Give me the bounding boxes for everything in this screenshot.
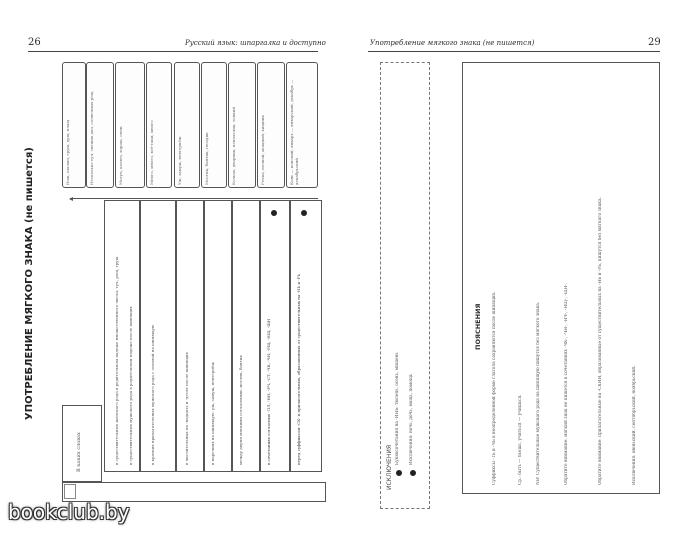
exception-item-1: Буквосочетания на -ИНЬ: тюлень, осень, мишень	[395, 352, 400, 465]
side-label-box	[62, 405, 102, 482]
example-box-5: Уж, замуж, невтерпёж	[174, 62, 200, 188]
left-header-rule	[28, 51, 318, 52]
example-box-9: Конь — конский, январь — январский, декабрь — декабрьский	[286, 62, 318, 188]
example-box-6: Мостик, бантик, гвоздик	[201, 62, 227, 188]
rule-6-badge-icon	[271, 210, 277, 216]
right-running-head: Употребление мягкого знака (не пишется)	[370, 39, 535, 47]
left-bottom-tab	[64, 484, 76, 499]
example-box-1: Нож, шалаш, груш, душ, плащ	[62, 62, 86, 188]
side-label: В каких словах	[76, 432, 82, 472]
rule-text-2: в существительных мужского рода в родительном падеже после шипящих	[128, 306, 133, 465]
explanation-3: NB! Существительные мужского рода на шипящую пишутся без мягкого знака.	[536, 301, 541, 485]
connector-line	[70, 198, 318, 199]
explanation-5: Обратите внимание: прилагательные на -СКИЙ, образованные от существительных на -НЬ и -РЬ, пишутся без мягкого знака.	[598, 197, 603, 485]
left-page-title: УПОТРЕБЛЕНИЕ МЯГКОГО ЗНАКА (не пишется)	[24, 147, 35, 420]
example-box-8: Речка, ночной, мощный, хищник	[257, 62, 285, 188]
exception-2-badge-icon	[410, 470, 416, 476]
rule-text-4: в числительных на -надцать и -десят после шипящих	[184, 352, 189, 465]
exception-1-badge-icon	[396, 470, 402, 476]
example-box-4: Много, много, всё-таки, много	[146, 62, 172, 188]
left-running-head: Русский язык: шпаргалка и доступно	[185, 39, 326, 47]
left-bottom-frame	[62, 482, 326, 502]
rule-text-6: между двумя мягкими согласными: мостик, бантик	[238, 355, 243, 465]
explanation-6: Исключения: июньский, сентябрьский, ноябрьский.	[632, 365, 637, 485]
example-box-7: Кольцо, дворник, пенальчик, тонкий	[228, 62, 256, 188]
bookclub-watermark: bookclub.by	[8, 500, 130, 524]
right-header-rule	[368, 51, 660, 52]
example-box-2: Несколько туч, свежих дач, солнечных рощ	[86, 62, 114, 188]
rule-text-5: в наречиях на шипящую: уж, замуж, невтерпёж	[210, 362, 215, 465]
example-box-3: Могуч, колюч, хорош, свеж	[115, 62, 145, 188]
explanation-2: Ср.: быть — бьёшь, учиться — учишься.	[518, 394, 523, 485]
explanation-4: Обратите внимание: мягкий знак не пишется в сочетаниях -ЧК-, -ЧН-, -НЧ-, -НЩ-, -ЩН-.	[564, 282, 569, 485]
left-page-number: 26	[28, 37, 41, 48]
rule-7-badge-icon	[301, 210, 307, 216]
exception-item-2: Исключения: ночь, дочь, мощь, помощь	[409, 373, 414, 465]
rule-text-7: в сочетаниях согласных -ЛЛ, -НН, -РЧ, -СТ, -ЧК, -ЧН, -РЩ, -НЩ, -ЩН	[266, 318, 271, 465]
right-page-number: 29	[648, 37, 661, 48]
rule-text-8: перед суффиксом -СК- в прилагательных, образованных от существительных на -НЬ и -РЬ	[296, 273, 301, 465]
explanation-1: Суффиксы -ТЬ и -ЧЬ в неопределённой форме глагола сохраняются после шипящих.	[492, 291, 497, 485]
rule-text-3: в кратких прилагательных мужского рода с основой на шипящую	[150, 324, 155, 465]
explanations-title: ПОЯСНЕНИЯ	[474, 303, 482, 350]
rule-text-1: в существительных женского рода в родительном падеже множественного числа: туч, рощ, груш	[114, 256, 119, 465]
exceptions-title: ИСКЛЮЧЕНИЯ	[386, 445, 393, 490]
